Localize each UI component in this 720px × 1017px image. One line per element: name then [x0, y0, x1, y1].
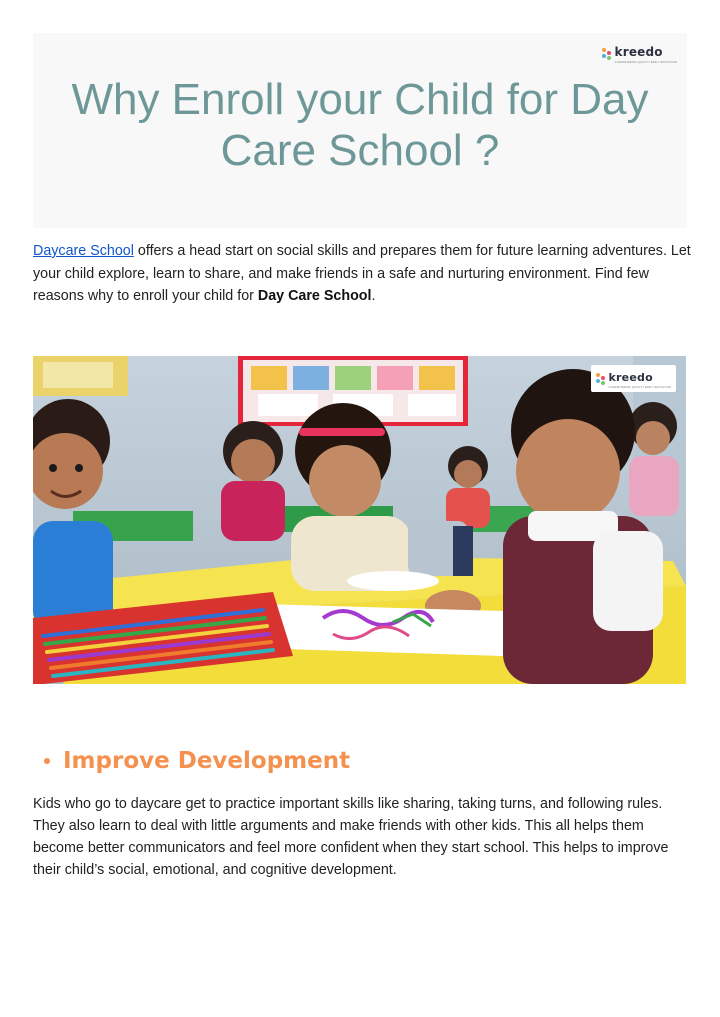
intro-text-1: offers a head start on social skills and prepares them for future learning adventures. Let your child explore, learn to share, and make friends in a safe and nurturing environment. Find few reasons why to enroll your child for: [33, 243, 691, 304]
photo-brand-name: kreedo: [608, 371, 653, 384]
section-heading: [44, 748, 350, 774]
page-title: Why Enroll your Child for Day Care School ?: [71, 75, 649, 175]
intro-bold-text: Day Care School: [257, 288, 372, 304]
brand-name: kreedo: [614, 45, 663, 59]
intro-paragraph: [33, 240, 693, 308]
daycare-school-link[interactable]: Daycare School: [33, 243, 134, 259]
classroom-photo-illustration: [33, 356, 686, 684]
classroom-photo: [33, 356, 686, 684]
photo-brand-logo: [591, 365, 676, 392]
logo-dots-icon: [602, 48, 612, 60]
brand-logo: [602, 43, 677, 64]
photo-brand-tagline: GUARANTEEING QUALITY EARLY EDUCATION: [608, 386, 671, 389]
bullet-icon: [44, 758, 50, 764]
intro-text-2: .: [371, 288, 376, 304]
section-heading-text: Improve Development: [63, 748, 351, 774]
title-banner: [33, 33, 687, 228]
brand-tagline: GUARANTEEING QUALITY EARLY EDUCATION: [614, 61, 677, 64]
logo-dots-icon: [596, 373, 606, 385]
section-body: Kids who go to daycare get to practice important skills like sharing, taking turns, and following rules. They also learn to deal with little arguments and make friends with other kids. This all helps them become better communicators and feel more confident when they start school. This helps to improve their child’s social, emotional, and cognitive development.: [33, 796, 669, 878]
